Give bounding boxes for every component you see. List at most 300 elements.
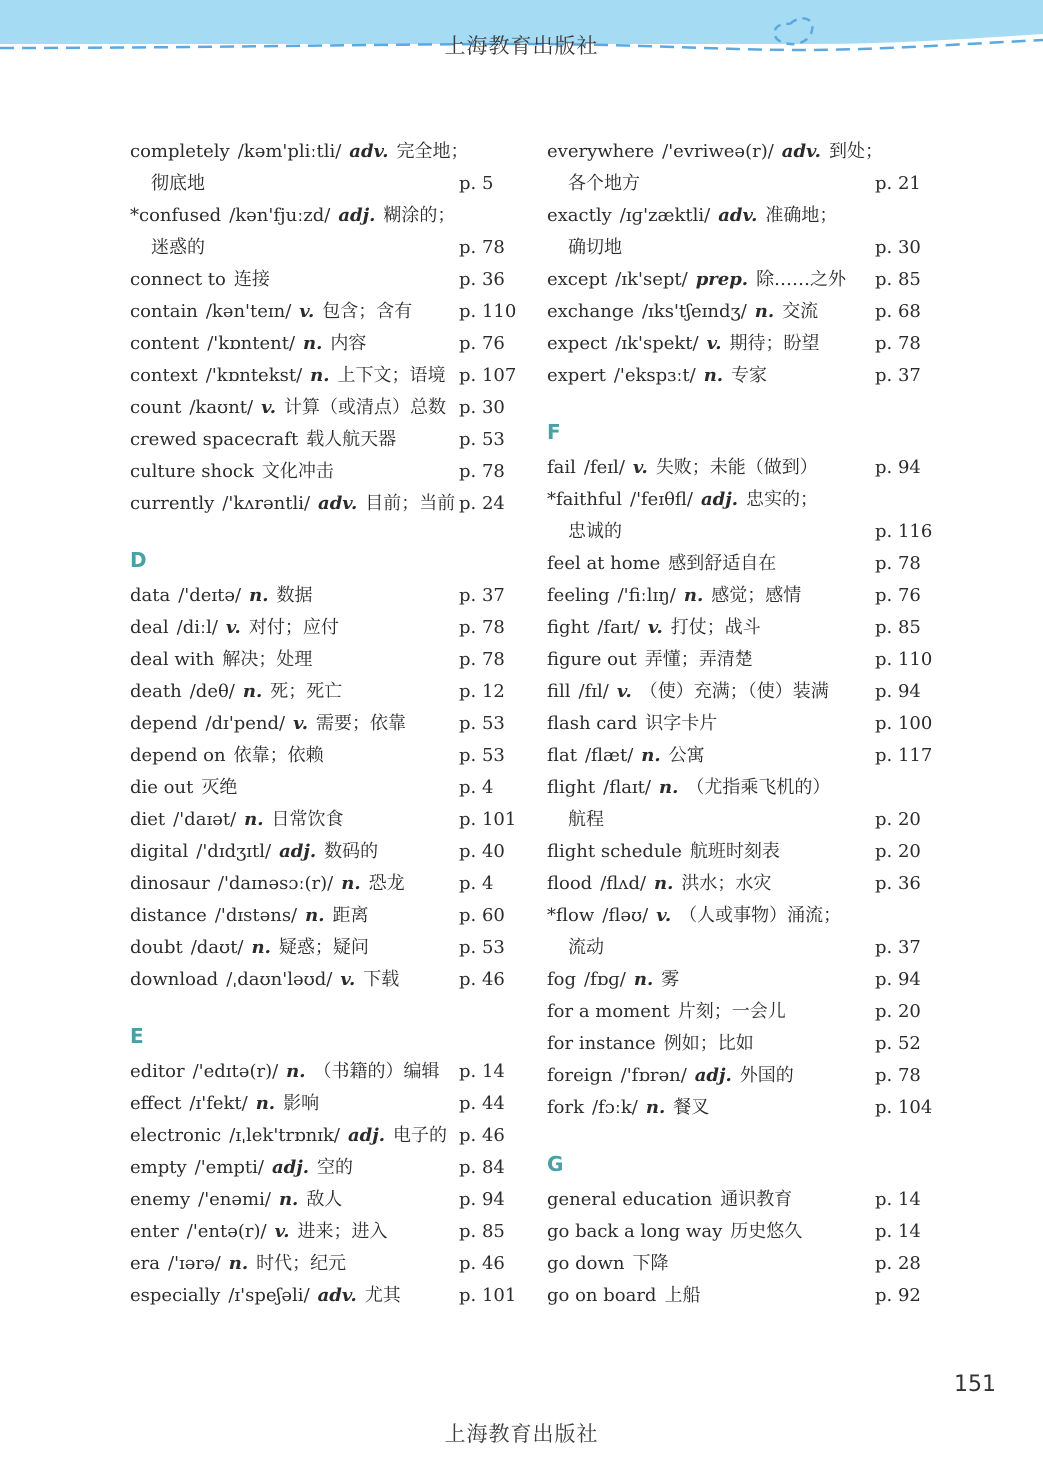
section-letter: F [547, 420, 561, 444]
glossary-entry [130, 836, 520, 868]
entry-word: effect [130, 1093, 182, 1114]
glossary-entry [547, 136, 937, 200]
entry-part-of-speech: n. [341, 873, 361, 894]
glossary-entry [547, 484, 937, 548]
entry-page-ref: p. 53 [459, 429, 505, 450]
entry-word: expect [547, 333, 608, 354]
entry-part-of-speech: v. [274, 1221, 290, 1242]
entry-pronunciation: /fɒɡ/ [584, 969, 626, 990]
entry-meaning: 公寓 [668, 745, 705, 766]
entry-word: distance [130, 905, 207, 926]
glossary-entry [130, 932, 520, 964]
entry-meaning: 准确地； [765, 205, 838, 226]
entry-word: depend on [130, 745, 226, 766]
glossary-entry [130, 740, 520, 772]
entry-part-of-speech: n. [303, 333, 323, 354]
entry-meaning: 期待；盼望 [729, 333, 820, 354]
glossary-entry [130, 676, 520, 708]
entry-word: digital [130, 841, 189, 862]
entry-line [130, 676, 520, 708]
entry-page-ref: p. 78 [459, 461, 505, 482]
entry-page-ref: p. 14 [875, 1189, 921, 1210]
entry-page-ref: p. 24 [459, 493, 505, 514]
entry-line [547, 360, 937, 392]
entry-page-ref: p. 110 [459, 301, 517, 322]
glossary-entry [547, 996, 937, 1028]
entry-line [547, 452, 937, 484]
entry-meaning: 灭绝 [201, 777, 238, 798]
entry-meaning: 除……之外 [756, 269, 847, 290]
entry-word: *flow [547, 905, 595, 926]
entry-word: flat [547, 745, 577, 766]
entry-meaning: 下载 [363, 969, 400, 990]
entry-word: go back a long way [547, 1221, 723, 1242]
entry-word: go down [547, 1253, 625, 1274]
entry-meaning: 识字卡片 [645, 713, 718, 734]
entry-word: for instance [547, 1033, 656, 1054]
entry-word: exactly [547, 205, 612, 226]
glossary-entry [130, 1248, 520, 1280]
entry-pronunciation: /'ekspɜːt/ [613, 365, 696, 386]
entry-word: electronic [130, 1125, 222, 1146]
glossary-entry [130, 392, 520, 424]
entry-part-of-speech: n. [278, 1189, 299, 1210]
entry-meaning: 到处； [828, 141, 883, 162]
glossary-entry [547, 296, 937, 328]
glossary-entry [130, 456, 520, 488]
entry-meaning: 计算（或清点）总数 [284, 397, 447, 418]
entry-meaning: 目前；当前 [365, 493, 456, 514]
glossary-entry [547, 708, 937, 740]
entry-word: fog [547, 969, 577, 990]
entry-page-ref: p. 46 [459, 1125, 505, 1146]
entry-meaning: 失败；未能（做到） [655, 457, 818, 478]
entry-line [130, 488, 520, 520]
entry-line [547, 580, 937, 612]
entry-word: crewed spacecraft [130, 429, 299, 450]
entry-line [130, 580, 520, 612]
entry-meaning: 影响 [283, 1093, 320, 1114]
glossary-entry [130, 488, 520, 520]
entry-pronunciation: /'kʌrəntli/ [222, 493, 311, 514]
entry-pronunciation: /flæt/ [584, 745, 634, 766]
glossary-right-column [547, 136, 937, 1312]
section-letter: D [130, 548, 147, 572]
glossary-entry [547, 548, 937, 580]
entry-meaning: 需要；依靠 [316, 713, 407, 734]
entry-meaning: 对付；应付 [248, 617, 339, 638]
entry-line [130, 644, 520, 676]
glossary-entry [130, 1120, 520, 1152]
glossary-entry [130, 644, 520, 676]
entry-word: foreign [547, 1065, 613, 1086]
entry-line [130, 360, 520, 392]
entry-line [547, 264, 937, 296]
entry-meaning: 感到舒适自在 [668, 553, 777, 574]
entry-word: flight [547, 777, 596, 798]
entry-pronunciation: /daʊt/ [190, 937, 244, 958]
entry-pronunciation: /ɪɡ'zæktli/ [619, 205, 711, 226]
entry-meaning: 上船 [664, 1285, 701, 1306]
entry-meaning: 解决；处理 [222, 649, 313, 670]
entry-line [130, 836, 520, 868]
entry-word: count [130, 397, 182, 418]
entry-meaning: 进来；进入 [297, 1221, 388, 1242]
entry-word: everywhere [547, 141, 655, 162]
entry-page-ref: p. 52 [875, 1033, 921, 1054]
entry-meaning: 弄懂；弄清楚 [644, 649, 753, 670]
entry-page-ref: p. 14 [875, 1221, 921, 1242]
entry-meaning: 通识教育 [720, 1189, 793, 1210]
glossary-entry [130, 1216, 520, 1248]
entry-page-ref: p. 107 [459, 365, 517, 386]
entry-page-ref: p. 94 [875, 457, 921, 478]
entry-word: fail [547, 457, 576, 478]
entry-page-ref: p. 76 [459, 333, 505, 354]
glossary-entry [130, 772, 520, 804]
entry-part-of-speech: n. [633, 969, 654, 990]
entry-pronunciation: /kən'fjuːzd/ [229, 205, 331, 226]
entry-page-ref: p. 117 [875, 745, 933, 766]
entry-word: doubt [130, 937, 183, 958]
entry-meaning: 打仗；战斗 [670, 617, 761, 638]
entry-meaning: 时代；纪元 [256, 1253, 347, 1274]
entry-meaning: 外国的 [739, 1065, 794, 1086]
entry-line [547, 644, 937, 676]
entry-line [547, 136, 937, 168]
entry-page-ref: p. 94 [875, 969, 921, 990]
entry-line [130, 1152, 520, 1184]
entry-page-ref: p. 60 [459, 905, 505, 926]
entry-part-of-speech: adj. [271, 1157, 309, 1178]
entry-page-ref: p. 4 [459, 873, 494, 894]
entry-word: currently [130, 493, 215, 514]
entry-pronunciation: /'fiːlɪŋ/ [617, 585, 676, 606]
entry-line [130, 1088, 520, 1120]
entry-word: *confused [130, 205, 222, 226]
entry-line [547, 900, 937, 932]
entry-word: depend [130, 713, 198, 734]
entry-word: fill [547, 681, 571, 702]
entry-pronunciation: /'dɪstəns/ [214, 905, 298, 926]
entry-part-of-speech: v. [261, 397, 277, 418]
entry-part-of-speech: v. [706, 333, 722, 354]
entry-word: editor [130, 1061, 185, 1082]
entry-pronunciation: /ˌdaʊn'ləʊd/ [226, 969, 333, 990]
entry-pronunciation: /'entə(r)/ [186, 1221, 267, 1242]
entry-part-of-speech: n. [658, 777, 679, 798]
entry-line [130, 740, 520, 772]
entry-meaning: 疑惑；疑问 [278, 937, 369, 958]
entry-part-of-speech: n. [310, 365, 330, 386]
glossary-entry [547, 676, 937, 708]
entry-pronunciation: /'feɪθfl/ [630, 489, 693, 510]
entry-part-of-speech: n. [255, 1093, 276, 1114]
entry-page-ref: p. 92 [875, 1285, 921, 1306]
entry-line [130, 1184, 520, 1216]
entry-page-ref: p. 94 [459, 1189, 505, 1210]
entry-meaning: 航班时刻表 [689, 841, 780, 862]
entry-word: context [130, 365, 198, 386]
entry-word: go on board [547, 1285, 657, 1306]
entry-meaning: 感觉；感情 [711, 585, 802, 606]
entry-pronunciation: /'kɒntent/ [207, 333, 296, 354]
entry-pronunciation: /kən'teɪn/ [205, 301, 292, 322]
entry-page-ref: p. 5 [459, 173, 494, 194]
entry-line [547, 328, 937, 360]
entry-pronunciation: /diːl/ [176, 617, 218, 638]
entry-line [130, 168, 520, 200]
glossary-entry [130, 804, 520, 836]
entry-meaning: 上下文；语境 [337, 365, 446, 386]
entry-line [547, 200, 937, 232]
entry-pronunciation: /'dɪdʒɪtl/ [196, 841, 272, 862]
entry-part-of-speech: adj. [694, 1065, 732, 1086]
glossary-entry [547, 1092, 937, 1124]
entry-meaning: 忠诚的 [568, 521, 622, 542]
entry-meaning: 各个地方 [568, 173, 640, 194]
entry-line [547, 232, 937, 264]
entry-page-ref: p. 84 [459, 1157, 505, 1178]
entry-line [547, 804, 937, 836]
entry-line [130, 328, 520, 360]
entry-meaning: 电子的 [393, 1125, 447, 1146]
section-letter: G [547, 1152, 564, 1176]
entry-word: feeling [547, 585, 610, 606]
entry-pronunciation: /feɪl/ [583, 457, 625, 478]
entry-pronunciation: /ɪk'sept/ [615, 269, 688, 290]
entry-word: era [130, 1253, 160, 1274]
glossary-entry [547, 1060, 937, 1092]
entry-word: contain [130, 301, 198, 322]
entry-line [130, 296, 520, 328]
entry-word: general education [547, 1189, 713, 1210]
entry-page-ref: p. 101 [459, 809, 517, 830]
entry-word: diet [130, 809, 166, 830]
entry-page-ref: p. 21 [875, 173, 921, 194]
entry-line [130, 264, 520, 296]
entry-meaning: （书籍的）编辑 [313, 1061, 440, 1082]
entry-word: download [130, 969, 219, 990]
entry-part-of-speech: v. [656, 905, 672, 926]
page-number: 151 [954, 1372, 996, 1397]
entry-line [547, 1216, 937, 1248]
entry-word: death [130, 681, 182, 702]
entry-meaning: 彻底地 [151, 173, 205, 194]
entry-page-ref: p. 116 [875, 521, 933, 542]
entry-line [547, 772, 937, 804]
entry-pronunciation: /'fɒrən/ [620, 1065, 687, 1086]
entry-word: figure out [547, 649, 637, 670]
entry-page-ref: p. 100 [875, 713, 933, 734]
entry-meaning: 包含；含有 [322, 301, 413, 322]
entry-word: dinosaur [130, 873, 210, 894]
entry-line [130, 424, 520, 456]
entry-part-of-speech: n. [703, 365, 724, 386]
entry-pronunciation: /deθ/ [189, 681, 235, 702]
entry-word: for a moment [547, 1001, 670, 1022]
entry-line [547, 676, 937, 708]
entry-line [547, 964, 937, 996]
glossary-entry [130, 296, 520, 328]
glossary-entry [547, 612, 937, 644]
entry-line [130, 200, 520, 232]
glossary-left-column [130, 136, 520, 1312]
entry-word: enter [130, 1221, 179, 1242]
entry-line [130, 964, 520, 996]
entry-pronunciation: /'empti/ [194, 1157, 264, 1178]
entry-page-ref: p. 14 [459, 1061, 505, 1082]
entry-line [547, 836, 937, 868]
entry-word: empty [130, 1157, 187, 1178]
entry-line [547, 296, 937, 328]
entry-line [547, 932, 937, 964]
entry-meaning: 日常饮食 [271, 809, 344, 830]
entry-meaning: 餐叉 [673, 1097, 710, 1118]
entry-line [547, 484, 937, 516]
entry-page-ref: p. 37 [875, 937, 921, 958]
entry-meaning: 空的 [317, 1157, 353, 1178]
entry-word: flight schedule [547, 841, 682, 862]
entry-page-ref: p. 36 [459, 269, 505, 290]
entry-meaning: 尤其 [364, 1285, 401, 1306]
glossary-entry [547, 264, 937, 296]
entry-meaning: 下降 [632, 1253, 669, 1274]
entry-page-ref: p. 20 [875, 841, 921, 862]
entry-part-of-speech: v. [340, 969, 356, 990]
entry-part-of-speech: n. [641, 745, 661, 766]
glossary-entry [547, 1216, 937, 1248]
entry-part-of-speech: n. [286, 1061, 306, 1082]
entry-page-ref: p. 20 [875, 809, 921, 830]
entry-line [547, 996, 937, 1028]
entry-line [130, 136, 520, 168]
entry-pronunciation: /'enəmi/ [198, 1189, 271, 1210]
entry-line [130, 1248, 520, 1280]
glossary-entry [130, 136, 520, 200]
entry-part-of-speech: adv. [349, 141, 389, 162]
entry-meaning: 糊涂的； [383, 205, 456, 226]
entry-page-ref: p. 78 [459, 617, 505, 638]
entry-part-of-speech: n. [244, 809, 264, 830]
entry-page-ref: p. 46 [459, 1253, 505, 1274]
entry-part-of-speech: n. [251, 937, 271, 958]
entry-line [547, 516, 937, 548]
entry-meaning: （使）充满；（使）装满 [639, 681, 829, 702]
entry-meaning: 专家 [731, 365, 768, 386]
entry-part-of-speech: prep. [695, 269, 749, 290]
entry-page-ref: p. 78 [459, 649, 505, 670]
entry-part-of-speech: v. [293, 713, 309, 734]
glossary-entry [130, 1088, 520, 1120]
entry-line [130, 232, 520, 264]
entry-pronunciation: /flʌd/ [600, 873, 647, 894]
glossary-entry [547, 900, 937, 964]
glossary-entry [547, 580, 937, 612]
glossary-entry [547, 836, 937, 868]
entry-word: exchange [547, 301, 634, 322]
entry-line [547, 1092, 937, 1124]
entry-meaning: 洪水；水灾 [681, 873, 772, 894]
entry-page-ref: p. 28 [875, 1253, 921, 1274]
entry-meaning: 迷惑的 [151, 237, 205, 258]
entry-line [130, 932, 520, 964]
entry-part-of-speech: adj. [701, 489, 739, 510]
entry-word: *faithful [547, 489, 622, 510]
glossary-entry [130, 328, 520, 360]
glossary-entry [547, 452, 937, 484]
entry-line [130, 456, 520, 488]
entry-meaning: 敌人 [306, 1189, 343, 1210]
entry-pronunciation: /ɪ'fekt/ [189, 1093, 248, 1114]
entry-line [130, 708, 520, 740]
entry-pronunciation: /kəm'pliːtli/ [237, 141, 342, 162]
entry-word: content [130, 333, 200, 354]
entry-meaning: 雾 [661, 969, 680, 990]
glossary-entry [130, 264, 520, 296]
entry-page-ref: p. 78 [875, 333, 921, 354]
entry-page-ref: p. 20 [875, 1001, 921, 1022]
glossary-entry [547, 328, 937, 360]
entry-part-of-speech: n. [754, 301, 775, 322]
entry-part-of-speech: adv. [317, 1285, 357, 1306]
glossary-entry [547, 1248, 937, 1280]
entry-pronunciation: /fləʊ/ [602, 905, 649, 926]
entry-word: feel at home [547, 553, 661, 574]
entry-pronunciation: /'deɪtə/ [178, 585, 242, 606]
entry-page-ref: p. 85 [875, 269, 921, 290]
entry-meaning: 内容 [330, 333, 367, 354]
entry-page-ref: p. 4 [459, 777, 494, 798]
entry-part-of-speech: adj. [338, 205, 376, 226]
entry-line [130, 1120, 520, 1152]
entry-word: enemy [130, 1189, 191, 1210]
entry-part-of-speech: n. [305, 905, 325, 926]
entry-page-ref: p. 68 [875, 301, 921, 322]
entry-line [130, 772, 520, 804]
entry-page-ref: p. 76 [875, 585, 921, 606]
entry-meaning: 航程 [568, 809, 604, 830]
entry-part-of-speech: adv. [781, 141, 821, 162]
entry-meaning: 数码的 [324, 841, 379, 862]
glossary-entry [547, 740, 937, 772]
entry-line [130, 1056, 520, 1088]
entry-meaning: 确切地 [568, 237, 622, 258]
entry-line [130, 900, 520, 932]
entry-word: culture shock [130, 461, 254, 482]
entry-page-ref: p. 40 [459, 841, 505, 862]
entry-page-ref: p. 30 [459, 397, 505, 418]
glossary-entry [130, 964, 520, 996]
entry-part-of-speech: n. [228, 1253, 249, 1274]
entry-meaning: 距离 [332, 905, 369, 926]
entry-word: especially [130, 1285, 221, 1306]
entry-meaning: 恐龙 [368, 873, 405, 894]
glossary-entry [130, 1184, 520, 1216]
entry-word: expert [547, 365, 606, 386]
entry-page-ref: p. 53 [459, 713, 505, 734]
entry-line [547, 1060, 937, 1092]
glossary-entry [130, 200, 520, 264]
entry-page-ref: p. 85 [459, 1221, 505, 1242]
entry-part-of-speech: adv. [718, 205, 758, 226]
entry-meaning: 忠实的； [746, 489, 819, 510]
entry-part-of-speech: v. [647, 617, 663, 638]
entry-part-of-speech: v. [299, 301, 315, 322]
entry-word: deal with [130, 649, 215, 670]
entry-page-ref: p. 78 [875, 1065, 921, 1086]
entry-page-ref: p. 78 [875, 553, 921, 574]
